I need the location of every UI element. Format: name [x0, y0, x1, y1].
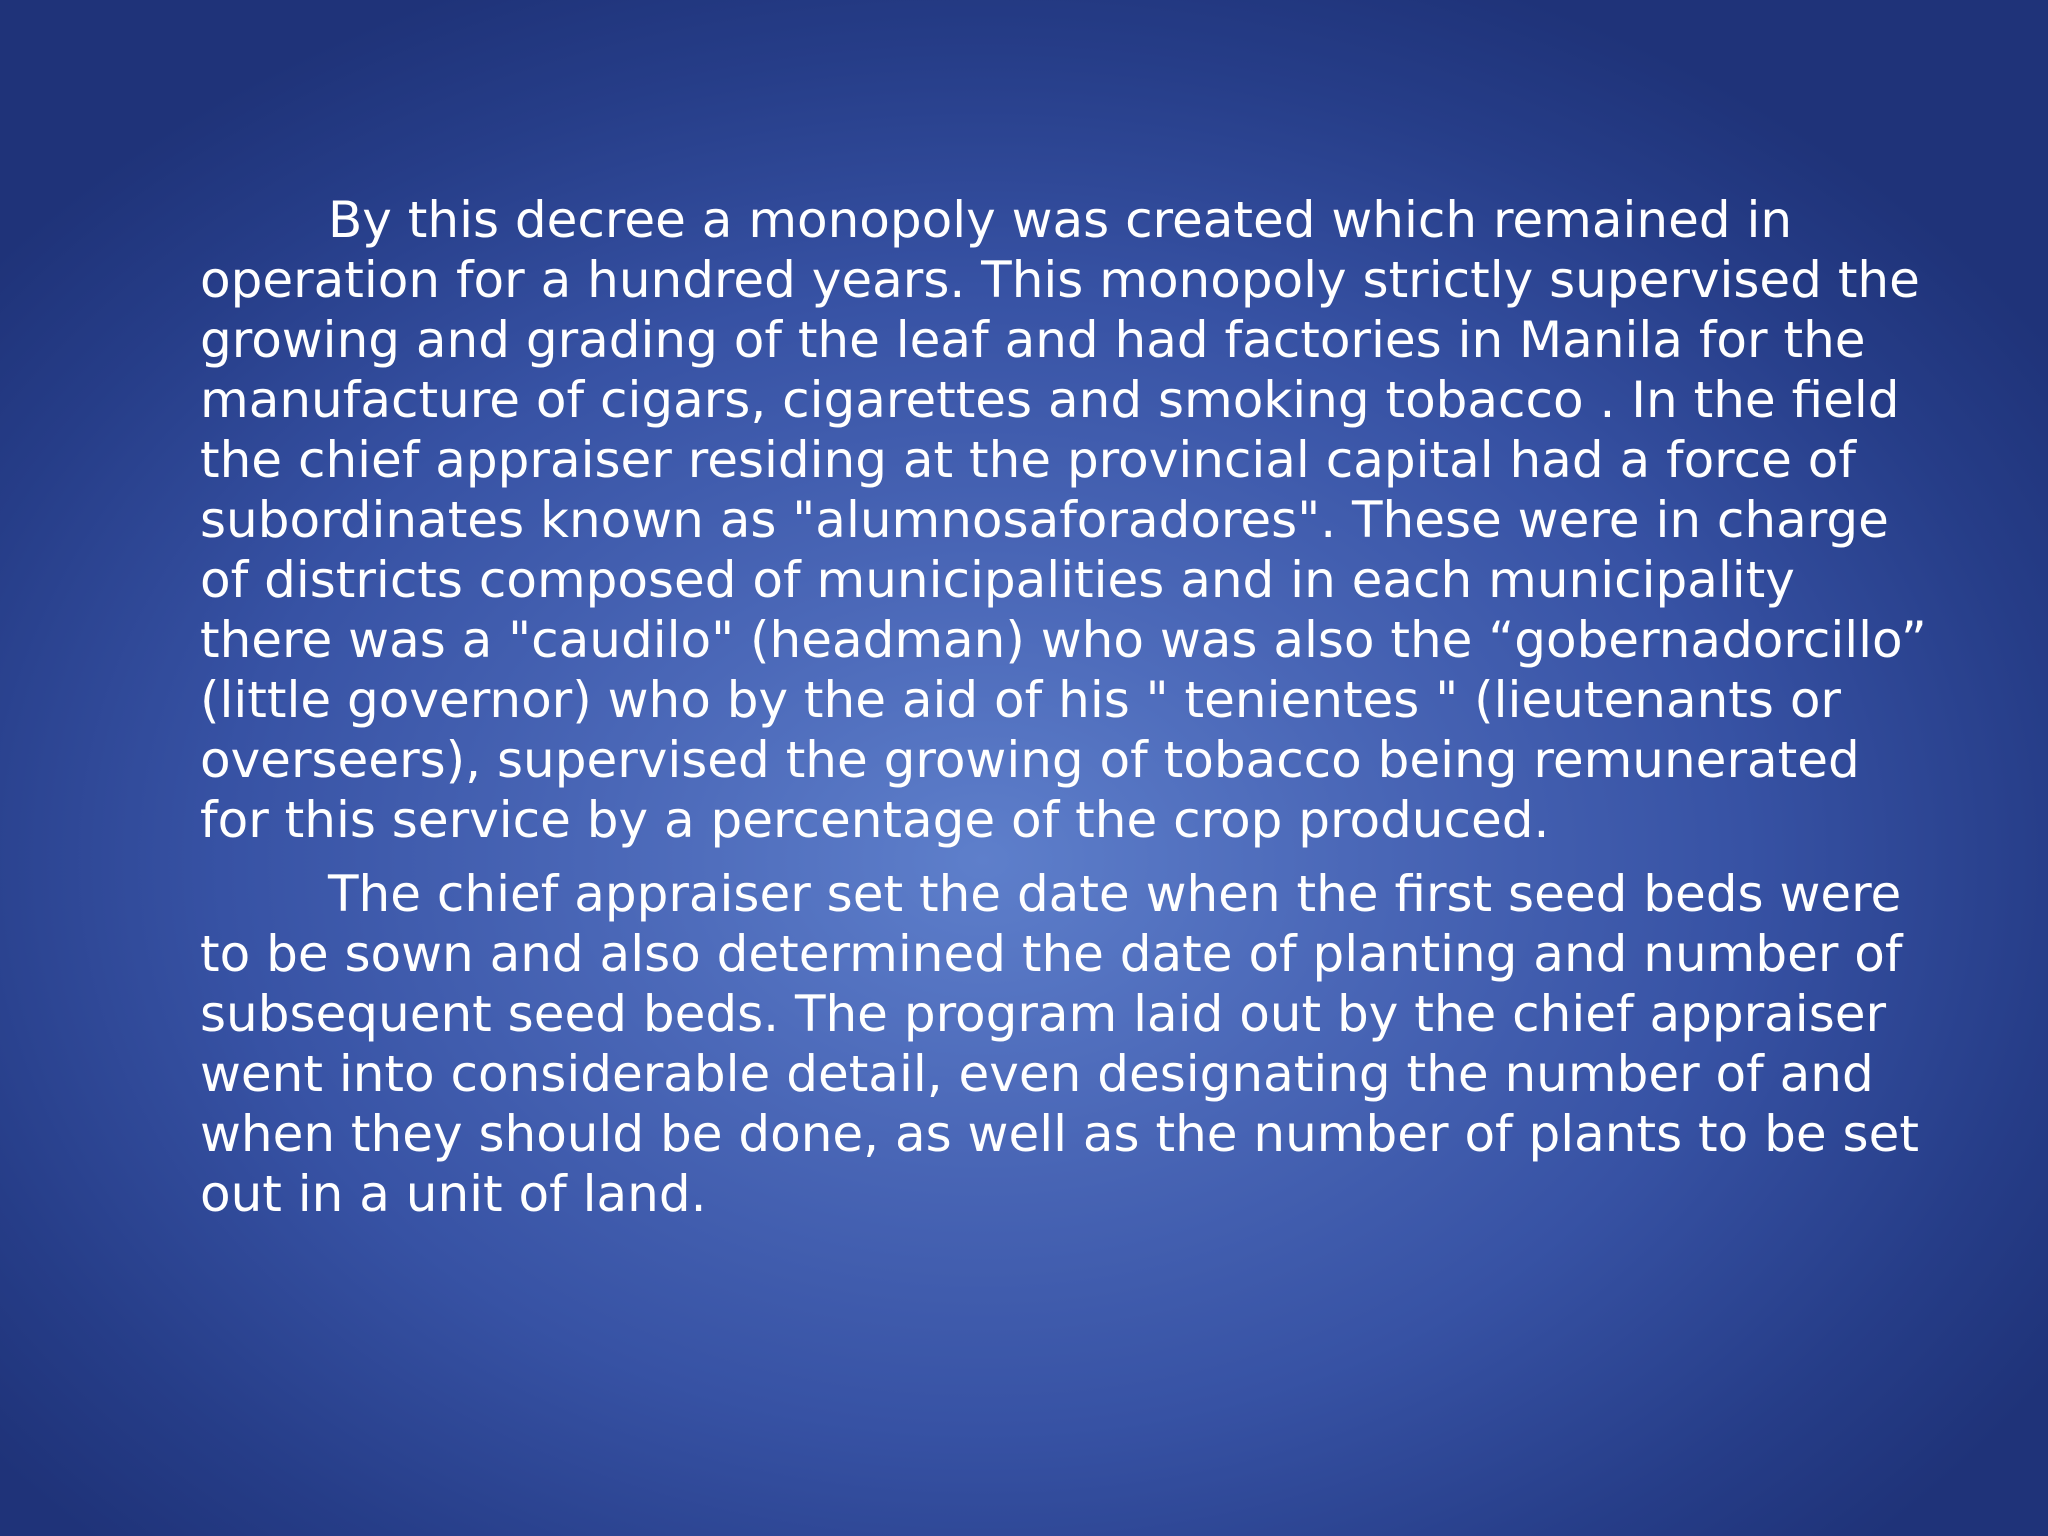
paragraph-2: The chief appraiser set the date when the first seed beds were to be sown and also determined the date of planting and number of subsequent seed beds. The program laid out by the chief appraiser went into considerable detail, even designating the number of and when they should be done, as well as the number of plants to be set out in a unit of land. [200, 865, 1919, 1223]
slide-text-body [200, 190, 1930, 1224]
paragraph-1: By this decree a monopoly was created which remained in operation for a hundred years. This monopoly strictly supervised the growing and grading of the leaf and had factories in Manila for the manufacture of cigars, cigarettes and smoking tobacco . In the field the chief appraiser residing at the provincial capital had a force of subordinates known as "alumnosaforadores". These were in charge of districts composed of municipalities and in each municipality there was a "caudilo" (headman) who was also the “gobernadorcillo” (little governor) who by the aid of his " tenientes " (lieutenants or overseers), supervised the growing of tobacco being remunerated for this service by a percentage of the crop produced. [200, 191, 1927, 849]
